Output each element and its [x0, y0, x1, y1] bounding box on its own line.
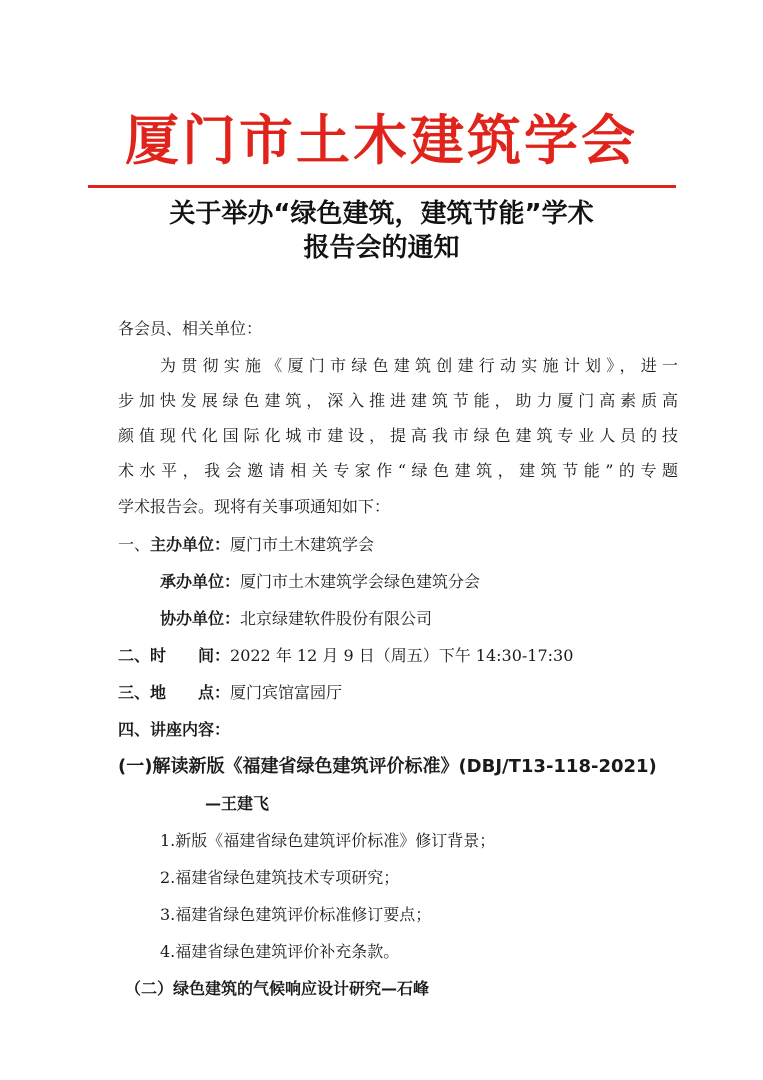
co-organizer-row: [160, 606, 432, 632]
talk-1-item-3: 3.福建省绿色建筑评价标准修订要点；: [160, 905, 432, 924]
organization-title: 厦门市土木建筑学会: [125, 108, 638, 172]
talk-1-item-1: 1.新版《福建省绿色建筑评价标准》修订背景；: [160, 831, 496, 850]
time-value: 2022 年 12 月 9 日（周五）下午 14:30-17:30: [230, 646, 574, 665]
intro-line-2: 步加快发展绿色建筑，深入推进建筑节能，助力厦门高素质高: [118, 391, 678, 410]
notice-title-line-1: 关于举办“绿色建筑，建筑节能”学术: [169, 199, 594, 229]
talk-1-title: (一)解读新版《福建省绿色建筑评价标准》(DBJ/T13-118-2021): [118, 756, 657, 777]
talk-1-item-2: 2.福建省绿色建筑技术专项研究；: [160, 868, 400, 887]
location-row: [118, 680, 342, 706]
organizer-label: 承办单位：: [160, 572, 241, 591]
location-value: 厦门宾馆富园厅: [230, 683, 343, 702]
lecture-content-heading: 四、讲座内容：: [118, 720, 231, 739]
notice-title: [0, 197, 763, 265]
location-label: 三、地 点：: [118, 683, 231, 702]
salutation: 各会员、相关单位：: [118, 319, 263, 338]
host-label: 主办单位：: [150, 535, 231, 554]
organizer-value: 厦门市土木建筑学会绿色建筑分会: [240, 572, 481, 591]
talk-2-title: （二）绿色建筑的气候响应设计研究—石峰: [125, 979, 430, 998]
intro-line-4: 术水平，我会邀请相关专家作“绿色建筑，建筑节能”的专题: [118, 461, 678, 480]
co-organizer-value: 北京绿建软件股份有限公司: [240, 609, 433, 628]
section-1-prefix: 一、: [118, 535, 151, 554]
intro-line-5: 学术报告会。现将有关事项通知如下：: [118, 497, 391, 516]
intro-line-3: 颜值现代化国际化城市建设，提高我市绿色建筑专业人员的技: [118, 426, 678, 445]
host-value: 厦门市土木建筑学会: [230, 535, 375, 554]
host-row: [118, 532, 374, 558]
time-row: [118, 643, 573, 669]
notice-title-line-2: 报告会的通知: [303, 233, 460, 263]
co-organizer-label: 协办单位：: [160, 609, 241, 628]
header-divider: [88, 185, 676, 188]
talk-1-speaker: —王建飞: [205, 794, 270, 813]
organizer-row: [160, 569, 480, 595]
talk-1-item-4: 4.福建省绿色建筑评价补充条款。: [160, 942, 400, 961]
intro-line-1: 为贯彻实施《厦门市绿色建筑创建行动实施计划》，进一: [160, 356, 678, 375]
time-label: 二、时 间：: [118, 646, 231, 665]
